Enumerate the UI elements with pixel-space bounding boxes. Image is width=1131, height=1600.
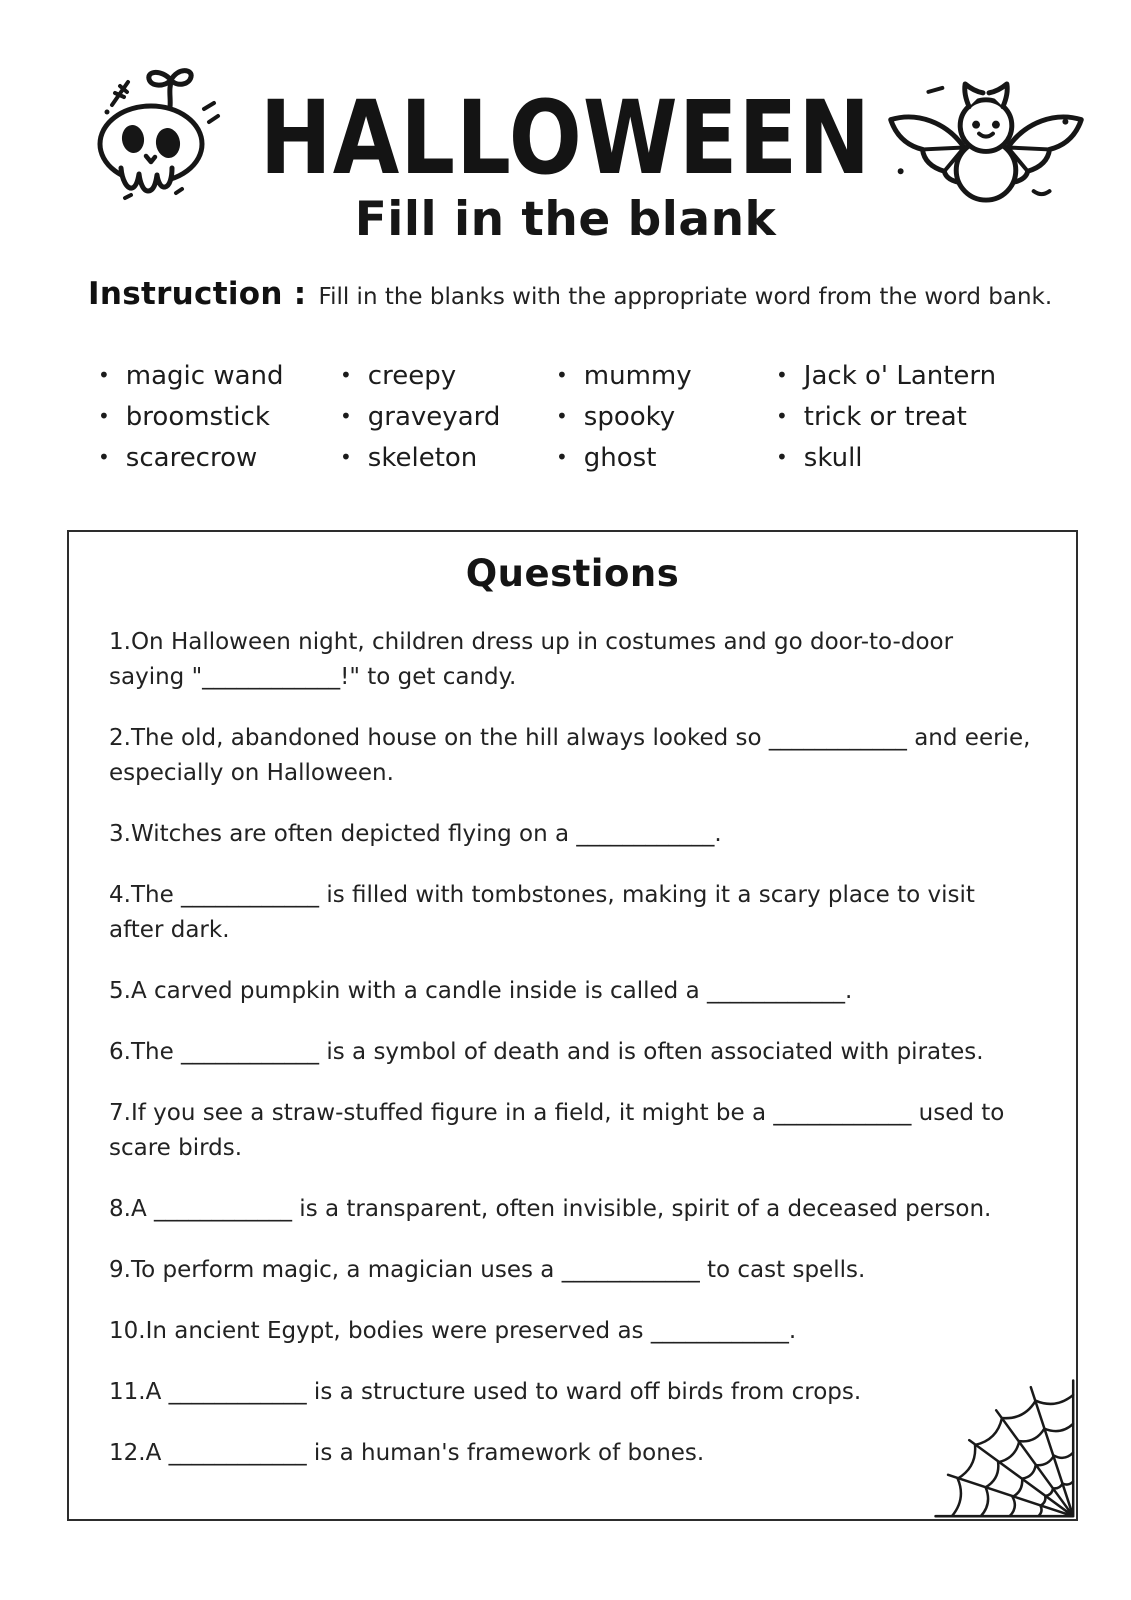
- question-item: [109, 1035, 1032, 1070]
- questions-title: Questions: [465, 552, 680, 595]
- bullet-icon: •: [556, 404, 568, 428]
- question-number: 2.: [109, 725, 131, 751]
- question-number: 3.: [109, 821, 131, 847]
- question-text: On Halloween night, children dress up in costumes and go door-to-door saying "____________!" to get candy.: [109, 629, 954, 690]
- bullet-icon: •: [340, 363, 352, 387]
- question-item: [109, 721, 1032, 791]
- question-number: 12.: [109, 1440, 146, 1466]
- word-bank-item: • skull: [776, 438, 1091, 479]
- question-number: 7.: [109, 1100, 131, 1126]
- word-bank-column-1: [98, 356, 340, 479]
- question-item: [109, 878, 1032, 948]
- question-number: 11.: [109, 1379, 146, 1405]
- question-number: 6.: [109, 1039, 131, 1065]
- word-bank-item: • mummy: [556, 356, 776, 397]
- question-number: 4.: [109, 882, 131, 908]
- question-text: In ancient Egypt, bodies were preserved as ____________.: [145, 1318, 797, 1344]
- question-number: 5.: [109, 978, 131, 1004]
- word-bank-item: • broomstick: [98, 397, 340, 438]
- word-bank-item: • skeleton: [340, 438, 556, 479]
- instruction-line: [88, 276, 1081, 312]
- question-item: [109, 1096, 1032, 1166]
- question-text: A ____________ is a human's framework of bones.: [145, 1440, 705, 1466]
- instruction-label: Instruction :: [88, 276, 307, 312]
- spiderweb-icon: [924, 1367, 1078, 1521]
- question-text: The ____________ is filled with tombstones, making it a scary place to visit after dark.: [109, 882, 975, 943]
- bullet-icon: •: [776, 445, 788, 469]
- word-bank-item: • ghost: [556, 438, 776, 479]
- bullet-icon: •: [340, 404, 352, 428]
- question-item: [109, 974, 1032, 1009]
- word-bank-item: • magic wand: [98, 356, 340, 397]
- question-item: [109, 1436, 1032, 1471]
- bullet-icon: •: [556, 445, 568, 469]
- word-bank-item: • graveyard: [340, 397, 556, 438]
- page-title: HALLOWEEN: [259, 79, 872, 198]
- question-item: [109, 625, 1032, 695]
- instruction-text: Fill in the blanks with the appropriate word from the word bank.: [318, 284, 1053, 310]
- page-subtitle: Fill in the blank: [354, 192, 777, 247]
- bullet-icon: •: [340, 445, 352, 469]
- bullet-icon: •: [98, 445, 110, 469]
- bat-icon: [864, 76, 1108, 210]
- questions-box: [67, 530, 1078, 1521]
- question-item: [109, 1314, 1032, 1349]
- bullet-icon: •: [776, 404, 788, 428]
- question-item: [109, 1375, 1032, 1410]
- question-item: [109, 1253, 1032, 1288]
- question-number: 10.: [109, 1318, 146, 1344]
- bullet-icon: •: [98, 404, 110, 428]
- question-number: 1.: [109, 629, 131, 655]
- bullet-icon: •: [556, 363, 568, 387]
- question-text: The ____________ is a symbol of death and is often associated with pirates.: [130, 1039, 984, 1065]
- bullet-icon: •: [98, 363, 110, 387]
- word-bank-item: • spooky: [556, 397, 776, 438]
- question-number: 8.: [109, 1196, 131, 1222]
- bullet-icon: •: [776, 363, 788, 387]
- question-text: A ____________ is a transparent, often invisible, spirit of a deceased person.: [130, 1196, 992, 1222]
- question-text: A carved pumpkin with a candle inside is called a ____________.: [130, 978, 853, 1004]
- question-text: A ____________ is a structure used to ward off birds from crops.: [145, 1379, 862, 1405]
- question-text: Witches are often depicted flying on a ____________.: [130, 821, 722, 847]
- word-bank-column-2: [340, 356, 556, 479]
- word-bank-item: • creepy: [340, 356, 556, 397]
- word-bank-item: • trick or treat: [776, 397, 1091, 438]
- word-bank-column-3: [556, 356, 776, 479]
- question-item: [109, 817, 1032, 852]
- question-number: 9.: [109, 1257, 131, 1283]
- questions-list: [109, 625, 1032, 1471]
- question-item: [109, 1192, 1032, 1227]
- question-text: The old, abandoned house on the hill always looked so ____________ and eerie, especially on Halloween.: [109, 725, 1031, 786]
- word-bank-item: • scarecrow: [98, 438, 340, 479]
- word-bank-item: • Jack o' Lantern: [776, 356, 1091, 397]
- word-bank: [98, 356, 1091, 479]
- question-text: To perform magic, a magician uses a ____________ to cast spells.: [130, 1257, 866, 1283]
- question-text: If you see a straw-stuffed figure in a field, it might be a ____________ used to scare birds.: [109, 1100, 1005, 1161]
- word-bank-column-4: [776, 356, 1091, 479]
